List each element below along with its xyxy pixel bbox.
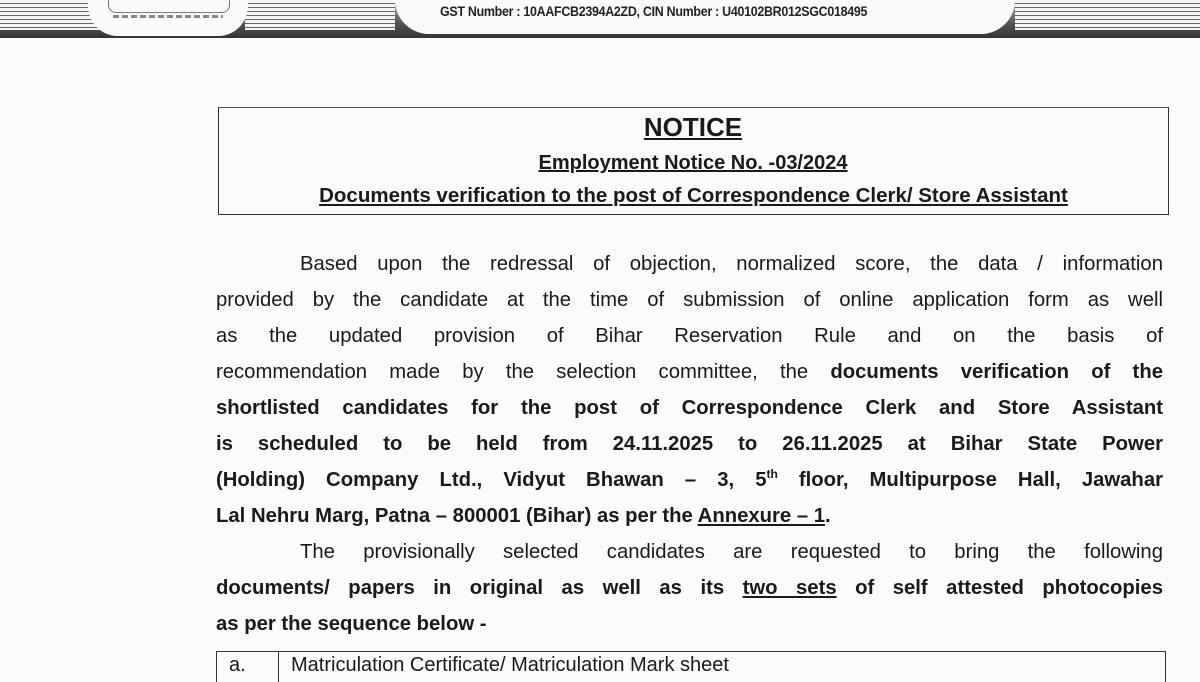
body-line	[216, 610, 1163, 646]
body-text: Based upon the redressal of objection, normalized score, the data / information	[300, 253, 1163, 275]
bold-text: is scheduled to be held from 24.11.2025 to 26.11.2025 at Bihar State Power	[216, 433, 1163, 455]
body-line	[216, 466, 1163, 502]
letterhead-stripes-left	[0, 0, 100, 30]
bold-text: floor, Multipurpose Hall, Jawahar	[777, 469, 1163, 491]
letterhead-stripes-mid	[245, 0, 395, 30]
notice-body	[216, 250, 1163, 646]
company-logo	[108, 0, 230, 13]
row-document: Matriculation Certificate/ Matriculation Mark sheet	[291, 654, 729, 676]
column-divider	[278, 652, 279, 682]
logo-tagline	[113, 15, 223, 18]
underlined-text: Annexure – 1	[697, 505, 826, 527]
bold-text: of self attested photocopies	[836, 577, 1163, 599]
bold-text: as per the sequence below -	[216, 613, 487, 635]
bold-text: shortlisted candidates for the post of Correspondence Clerk and Store Assistant	[216, 397, 1163, 419]
notice-title: NOTICE	[643, 112, 743, 142]
body-line	[216, 538, 1163, 574]
employment-notice-number: Employment Notice No. -03/2024	[538, 152, 848, 174]
bold-text: .	[825, 505, 831, 527]
bold-text: Lal Nehru Marg, Patna – 800001 (Bihar) as per the	[216, 505, 698, 527]
body-line	[216, 358, 1163, 394]
bold-text: th	[766, 467, 778, 482]
body-line	[216, 250, 1163, 286]
letterhead-stripes-right	[1015, 0, 1200, 30]
body-text: The provisionally selected candidates are requested to bring the following	[300, 541, 1163, 563]
bold-text: (Holding) Company Ltd., Vidyut Bhawan – 3, 5	[216, 469, 767, 491]
body-text: as the updated provision of Bihar Reservation Rule and on the basis of	[216, 325, 1163, 347]
body-line	[216, 574, 1163, 610]
body-line	[216, 502, 1163, 538]
body-line	[216, 394, 1163, 430]
body-line	[216, 322, 1163, 358]
notice-subject: Documents verification to the post of Correspondence Clerk/ Store Assistant	[319, 184, 1068, 207]
gst-cin-number: GST Number : 10AAFCB2394A2ZD, CIN Number : U40102BR012SGC018495	[440, 4, 868, 19]
body-line	[216, 430, 1163, 466]
bold-text: documents verification of the	[830, 361, 1163, 383]
documents-table	[216, 651, 1166, 682]
row-index: a.	[229, 654, 246, 676]
body-text: provided by the candidate at the time of submission of online application form as well	[216, 289, 1163, 311]
bold-text: documents/ papers in original as well as its	[216, 577, 743, 599]
body-text: recommendation made by the selection committee, the	[216, 361, 831, 383]
underlined-text: two sets	[742, 577, 837, 599]
body-line	[216, 286, 1163, 322]
